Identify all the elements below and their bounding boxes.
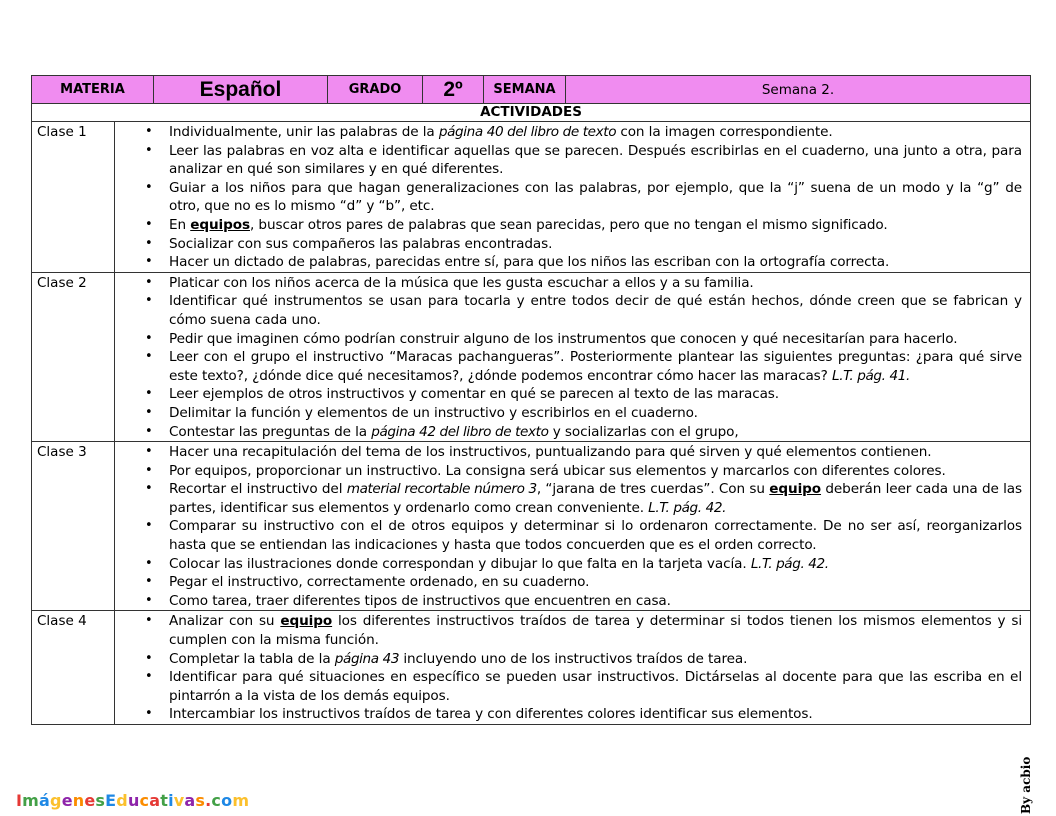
activity-text: incluyendo uno de los instructivos traídos de tarea.: [399, 650, 748, 667]
activity-text: Hacer una recapitulación del tema de los instructivos, puntualizando para qué sirven y qué elementos contienen.: [169, 444, 932, 461]
activity-text: Completar la tabla de la: [169, 650, 335, 667]
emphasis-word: equipo: [769, 481, 822, 498]
logo-letter: m: [232, 791, 250, 810]
logo-letter: s: [195, 791, 206, 810]
logo-letter: i: [168, 791, 174, 810]
clase-name: Clase 3: [32, 442, 115, 610]
author-signature: By acbio: [1019, 756, 1033, 814]
activity-item: [169, 462, 1022, 481]
activity-item: [169, 274, 1022, 293]
grado-value-cell: [423, 76, 484, 103]
materia-label-cell: [32, 76, 154, 103]
text-reference: página 40 del libro de texto: [438, 124, 617, 140]
logo-letter: c: [139, 791, 150, 810]
activity-item: [169, 517, 1022, 554]
header-row: [31, 75, 1031, 104]
logo-letter: c: [211, 791, 222, 810]
text-reference: L.T. pág. 41.: [832, 367, 910, 384]
grado-value: 2º: [443, 77, 463, 101]
activity-item: [169, 179, 1022, 216]
activity-text: con la imagen correspondiente.: [616, 124, 833, 140]
materia-label: MATERIA: [60, 82, 125, 97]
activity-text: , buscar otros pares de palabras que sean parecidas, pero que no tengan el mismo significado.: [249, 216, 888, 233]
text-reference: página 42 del libro de texto: [371, 423, 549, 440]
text-reference: material recortable número 3: [346, 481, 537, 498]
clase-name: Clase 1: [32, 122, 115, 272]
activity-list: [115, 273, 1030, 441]
text-reference: L.T. pág. 42.: [648, 499, 727, 516]
clases-container: [31, 122, 1031, 725]
activity-item: [169, 123, 1022, 142]
logo-letter: á: [39, 791, 51, 810]
activity-text: Delimitar la función y elementos de un instructivo y escribirlos en el cuaderno.: [169, 404, 698, 421]
logo-letter: v: [173, 791, 185, 810]
activity-item: [169, 573, 1022, 592]
logo-letter: m: [22, 791, 40, 810]
activity-text: Analizar con su: [169, 613, 281, 630]
semana-value: Semana 2.: [761, 81, 835, 98]
text-reference: L.T. pág. 42.: [750, 555, 829, 572]
clase-row: [31, 442, 1031, 611]
activity-text: deberán leer cada una de las partes, identificar sus elementos y ordenarlo como crean conveniente.: [169, 481, 1023, 516]
activity-item: [169, 142, 1022, 179]
grado-label-cell: [328, 76, 423, 103]
activity-item: [169, 330, 1022, 349]
logo-letter: E: [105, 791, 117, 810]
logo-letter: n: [72, 791, 85, 810]
activity-text: Comparar su instructivo con el de otros equipos y determinar si lo ordenaron correctamente. De no ser así, reorganizarlos hasta que se entiendan las indicaciones y hasta que todos concuerden que es el orden correcto.: [169, 518, 1022, 554]
activity-text: Identificar qué instrumentos se usan para tocarla y entre todos decir de qué están hechos, dónde creen que se fabrican y cómo suena cada uno.: [169, 293, 1022, 328]
activity-text: Por equipos, proporcionar un instructivo. La consigna será ubicar sus elementos y marcarlos con diferentes colores.: [169, 462, 946, 479]
activity-item: [169, 385, 1022, 404]
activity-text: Platicar con los niños acerca de la música que les gusta escuchar a ellos y a su familia.: [169, 274, 754, 291]
activity-text: Identificar para qué situaciones en específico se pueden usar instructivos. Dictárselas al docente para que las escriba en el pintarrón a la vista de los demás equipos.: [169, 669, 1022, 704]
activity-text: Contestar las preguntas de la: [169, 423, 372, 440]
activity-text: , “jarana de tres cuerdas”. Con su: [536, 481, 770, 498]
logo-letter: o: [221, 791, 233, 810]
clase-row: [31, 273, 1031, 442]
logo-letter: e: [61, 791, 73, 810]
clase-row: [31, 611, 1031, 725]
semana-value-cell: [566, 76, 1030, 103]
logo-letter: g: [50, 791, 62, 810]
clase-name: Clase 2: [32, 273, 115, 441]
activity-text: Socializar con sus compañeros las palabras encontradas.: [169, 235, 553, 252]
activity-text: Pegar el instructivo, correctamente ordenado, en su cuaderno.: [169, 574, 590, 591]
emphasis-word: equipo: [280, 613, 333, 630]
activity-item: [169, 292, 1022, 329]
grado-label: GRADO: [348, 82, 402, 97]
emphasis-word: equipos: [190, 216, 250, 233]
semana-label: SEMANA: [493, 82, 556, 97]
activity-item: [169, 404, 1022, 423]
activity-text: Leer ejemplos de otros instructivos y comentar en qué se parecen al texto de las maracas.: [169, 386, 780, 403]
activity-item: [169, 650, 1022, 669]
activity-item: [169, 555, 1022, 574]
clase-name: Clase 4: [32, 611, 115, 724]
semana-label-cell: [484, 76, 566, 103]
logo-letter: .: [205, 791, 212, 810]
activity-text: Colocar las ilustraciones donde correspondan y dibujar lo que falta en la tarjeta vacía.: [169, 555, 751, 572]
logo-letter: a: [149, 791, 161, 810]
activity-text: Como tarea, traer diferentes tipos de instructivos que encuentren en casa.: [169, 592, 671, 609]
materia-value: Español: [199, 77, 282, 101]
activity-item: [169, 348, 1022, 385]
activity-item: [169, 480, 1022, 517]
activity-text: y socializarlas con el grupo,: [548, 423, 739, 440]
activity-item: [169, 216, 1022, 235]
text-reference: página 43: [334, 650, 400, 667]
activity-text: Leer con el grupo el instructivo “Maracas pachangueras”. Posteriormente plantear las siguientes preguntas: ¿para qué sirve este texto?, ¿dónde dice qué necesitamos?, ¿dónde podemos encontrar cómo hacer las maracas?: [169, 349, 1022, 384]
lesson-plan-table: [31, 75, 1031, 725]
activity-text: Intercambiar los instructivos traídos de tarea y con diferentes colores identificar sus elementos.: [169, 706, 813, 723]
activity-text: Recortar el instructivo del: [169, 481, 347, 498]
logo-letter: s: [95, 791, 106, 810]
activities-title: ACTIVIDADES: [31, 104, 1031, 122]
logo-letter: a: [184, 791, 196, 810]
activity-text: Guiar a los niños para que hagan generalizaciones con las palabras, por ejemplo, que la “j” suena de un modo y la “g” de otro, que no es lo mismo “d” y “b”, etc.: [169, 179, 1022, 215]
activity-text: los diferentes instructivos traídos de tarea y determinar si todos tienen los mismos elementos y si cumplen con la misma función.: [169, 613, 1022, 649]
activity-text: Leer las palabras en voz alta e identificar aquellas que se parecen. Después escribirlas en el cuaderno, una junto a otra, para analizar en qué son similares y en qué diferentes.: [169, 142, 1022, 178]
activity-item: [169, 612, 1022, 649]
activity-item: [169, 253, 1022, 272]
activity-text: En: [169, 216, 191, 233]
activity-text: Hacer un dictado de palabras, parecidas entre sí, para que los niños las escriban con la ortografía correcta.: [169, 254, 890, 271]
activity-item: [169, 592, 1022, 611]
site-logo: [16, 791, 249, 810]
logo-letter: e: [84, 791, 96, 810]
clase-row: [31, 122, 1031, 273]
activity-list: [115, 122, 1030, 272]
activity-list: [115, 442, 1030, 610]
materia-value-cell: [154, 76, 328, 103]
logo-letter: I: [16, 791, 23, 810]
logo-letter: d: [116, 791, 128, 810]
activity-text: Individualmente, unir las palabras de la: [169, 124, 439, 140]
activity-item: [169, 668, 1022, 705]
activity-text: Pedir que imaginen cómo podrían construir alguno de los instrumentos que conocen y qué necesitarían para hacerlo.: [169, 330, 958, 347]
logo-letter: u: [127, 791, 140, 810]
activity-list: [115, 611, 1030, 724]
activity-item: [169, 443, 1022, 462]
activity-item: [169, 705, 1022, 724]
activity-item: [169, 235, 1022, 254]
logo-letter: t: [160, 791, 169, 810]
activity-item: [169, 423, 1022, 442]
